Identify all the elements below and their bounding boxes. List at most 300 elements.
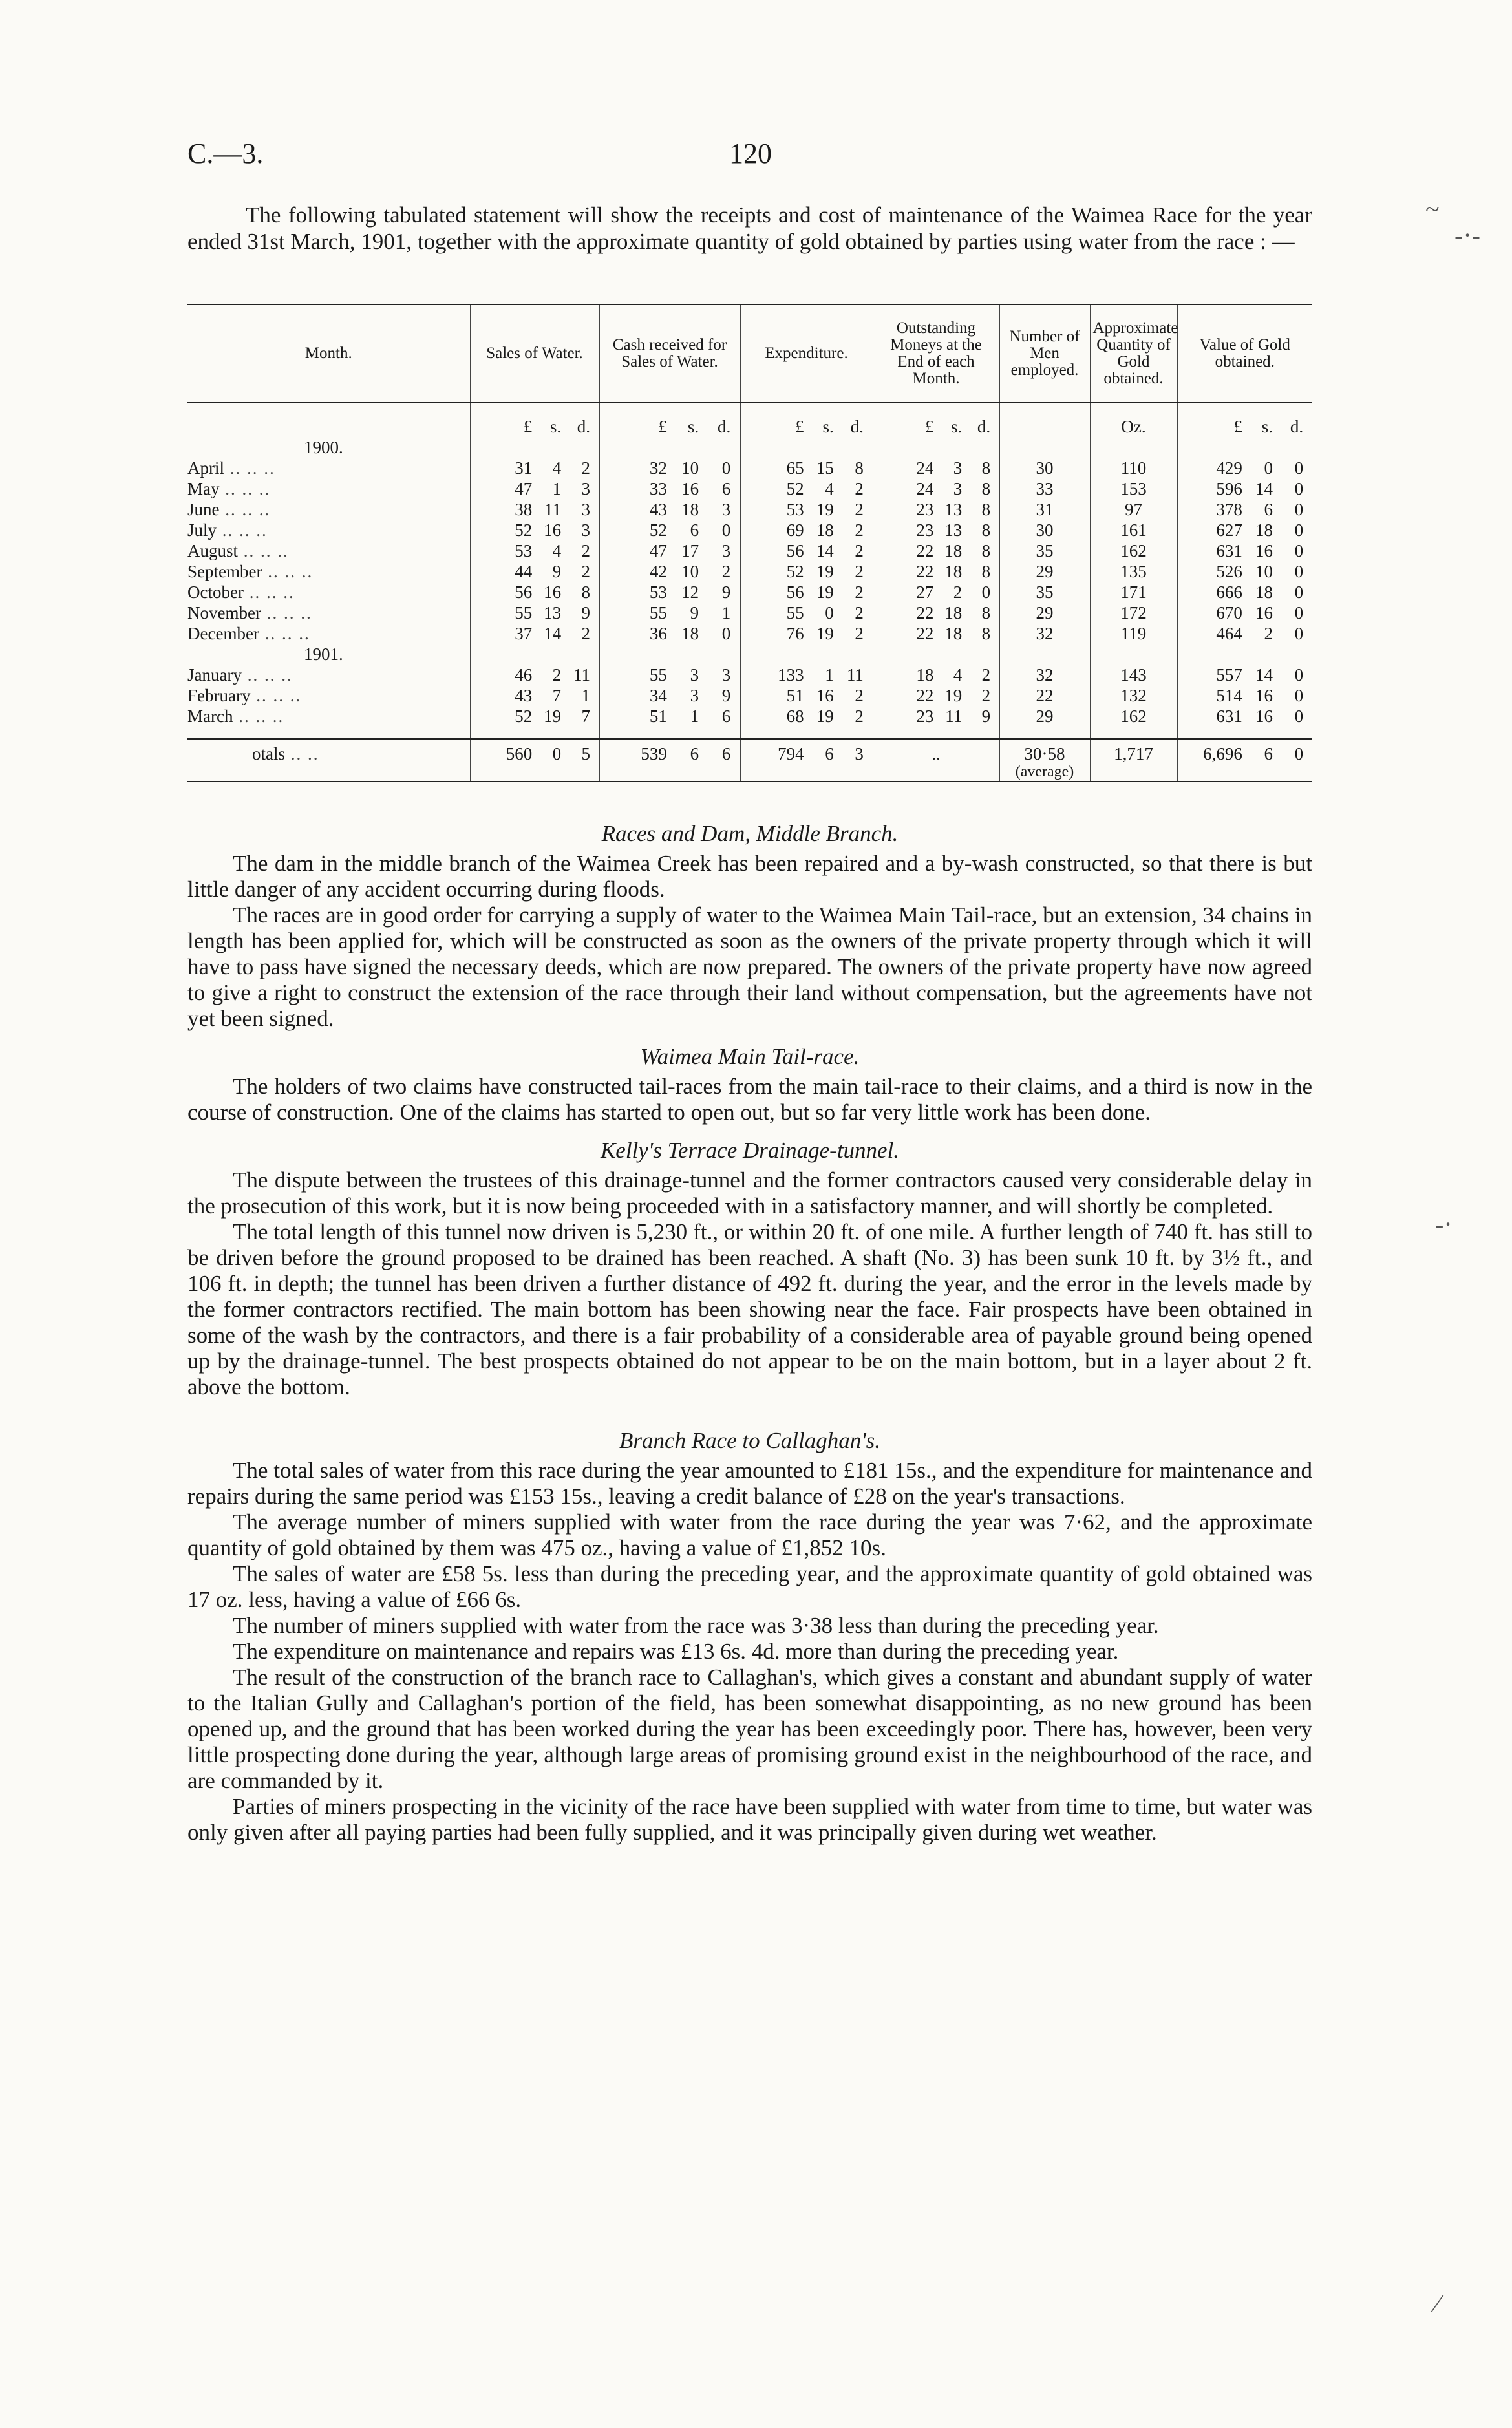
outstanding-cell-pounds: 22 [916, 624, 934, 643]
total-quantity: 1,717 [1090, 739, 1177, 782]
table-row [187, 706, 1312, 727]
sales-cell-amount [474, 685, 595, 706]
month-cell [187, 499, 470, 520]
outstanding-cell-shillings: 13 [944, 520, 963, 540]
sales-cell-pence: 3 [581, 520, 590, 540]
expenditure-cell [740, 685, 873, 706]
men-cell: 35 [999, 540, 1090, 561]
unit-label: s. [822, 417, 834, 436]
value-cell [1177, 458, 1312, 478]
outstanding-cell-pence: 8 [981, 541, 991, 560]
outstanding-cell-pence: 8 [981, 603, 991, 623]
outstanding-cell [873, 478, 999, 499]
quantity-cell: 143 [1090, 665, 1177, 685]
section-paragraph: The total sales of water from this race during the year amounted to £181 15s., and the expenditure for maintenance and repairs during the same period was £153 15s., leaving a credit balance of £28 on the year's transactions. [187, 1458, 1312, 1509]
outstanding-cell-pounds: 23 [916, 500, 934, 519]
value-cell-pence: 0 [1294, 562, 1304, 581]
outstanding-cell-pence: 8 [981, 500, 991, 519]
cash-cell-pence: 0 [721, 520, 731, 540]
sales-cell-pence: 2 [581, 458, 590, 478]
sales-cell-amount [474, 582, 595, 602]
cash-cell-pounds: 36 [649, 624, 667, 643]
unit-label: s. [950, 417, 963, 436]
outstanding-cell-amount [877, 499, 996, 520]
cash-cell-pence: 0 [721, 624, 731, 643]
value-cell-pounds: 557 [1216, 665, 1242, 685]
sales-cell [470, 520, 599, 540]
page-number: 120 [729, 138, 772, 169]
month-name: October [187, 582, 244, 602]
quantity-cell: 119 [1090, 623, 1177, 644]
expenditure-cell-shillings: 0 [825, 603, 834, 623]
sales-cell-shillings: 1 [552, 479, 562, 498]
section [187, 1137, 1312, 1400]
sales-cell-pounds: 47 [515, 479, 533, 498]
expenditure-cell [740, 665, 873, 685]
total-men-value: 30·58 [1024, 744, 1065, 763]
outstanding-cell-amount [877, 520, 996, 540]
leader-dots: .. .. .. [250, 686, 302, 705]
unit-label: d. [718, 417, 731, 436]
value-cell-amount [1182, 520, 1309, 540]
sales-cell-pounds: 56 [515, 582, 533, 602]
year-row [187, 644, 1312, 665]
year-blank [470, 437, 599, 458]
units-blank [999, 403, 1090, 437]
expenditure-cell-shillings: 19 [816, 624, 834, 643]
value-cell [1177, 540, 1312, 561]
section [187, 820, 1312, 1032]
sales-cell-amount [474, 458, 595, 478]
units-money [1177, 403, 1312, 437]
outstanding-cell-pounds: 22 [916, 541, 934, 560]
section [187, 1043, 1312, 1125]
value-cell-pence: 0 [1294, 686, 1304, 705]
expenditure-cell-pence: 8 [855, 458, 864, 478]
cash-cell-pence: 6 [721, 479, 731, 498]
sales-cell-pence: 7 [581, 707, 590, 726]
expenditure-cell-pence: 2 [855, 582, 864, 602]
units-money [740, 403, 873, 437]
men-cell: 32 [999, 665, 1090, 685]
outstanding-cell-shillings: 18 [944, 624, 963, 643]
col-header-expenditure: Expenditure. [740, 304, 873, 403]
outstanding-cell-pounds: 23 [916, 520, 934, 540]
col-header-quantity: Approximate Quantity of Gold obtained. [1090, 304, 1177, 403]
men-cell: 29 [999, 706, 1090, 727]
expenditure-cell [740, 458, 873, 478]
report-body [187, 818, 1312, 1857]
outstanding-cell-amount [877, 685, 996, 706]
men-cell: 31 [999, 499, 1090, 520]
expenditure-cell-amount [745, 540, 869, 561]
col-header-sales: Sales of Water. [470, 304, 599, 403]
section-paragraph: The number of miners supplied with water from the race was 3·38 less than during the preceding year. [233, 1613, 1159, 1638]
outstanding-cell [873, 582, 999, 602]
value-cell-shillings: 16 [1255, 686, 1273, 705]
expenditure-cell-pence: 2 [855, 500, 864, 519]
cash-cell-shillings: 3 [690, 665, 699, 685]
cash-cell-shillings: 17 [681, 541, 699, 560]
value-cell-pence: 0 [1294, 582, 1304, 602]
col-header-cash: Cash received for Sales of Water. [599, 304, 740, 403]
value-cell-amount [1182, 602, 1309, 623]
outstanding-cell [873, 520, 999, 540]
section-paragraph: The dispute between the trustees of this drainage-tunnel and the former contractors caused very considerable delay in the prosecution of this work, but it is now being proceeded with in a satisfactory manner, and will shortly be completed. [187, 1167, 1312, 1219]
total-sales-amount [474, 743, 595, 764]
men-cell: 35 [999, 582, 1090, 602]
cash-cell-shillings: 10 [681, 458, 699, 478]
month-cell [187, 458, 470, 478]
table-row [187, 685, 1312, 706]
units-money [873, 403, 999, 437]
spacer [1177, 727, 1312, 739]
sales-cell [470, 665, 599, 685]
month-cell [187, 582, 470, 602]
sales-cell-pence: 2 [581, 562, 590, 581]
outstanding-cell-pounds: 18 [916, 665, 934, 685]
sales-cell-shillings: 7 [552, 686, 562, 705]
total-expenditure [740, 739, 873, 782]
header-reference: C.—3. [187, 138, 264, 169]
leader-dots: .. .. .. [262, 562, 314, 581]
leader-dots: .. .. .. [219, 500, 271, 519]
cash-cell-pence: 9 [721, 582, 731, 602]
men-cell: 22 [999, 685, 1090, 706]
month-cell [187, 706, 470, 727]
unit-label: d. [1290, 417, 1304, 436]
outstanding-cell-amount [877, 602, 996, 623]
expenditure-cell-pounds: 52 [786, 562, 804, 581]
value-cell-pence: 0 [1294, 479, 1304, 498]
year-blank [599, 437, 740, 458]
cash-cell-amount [604, 520, 736, 540]
cash-cell [599, 499, 740, 520]
expenditure-cell [740, 623, 873, 644]
leader-dots: .. .. .. [217, 520, 268, 540]
expenditure-cell-pounds: 56 [786, 582, 804, 602]
units-blank [187, 403, 470, 437]
section [187, 1427, 1312, 1846]
expenditure-cell [740, 540, 873, 561]
units-lsd [877, 416, 996, 437]
value-cell-pence: 0 [1294, 458, 1304, 478]
outstanding-cell-pounds: 22 [916, 603, 934, 623]
value-cell-shillings: 10 [1255, 562, 1273, 581]
outstanding-cell-pence: 8 [981, 520, 991, 540]
sales-cell [470, 561, 599, 582]
cash-cell-amount [604, 478, 736, 499]
year-blank [873, 644, 999, 665]
outstanding-cell-amount [877, 561, 996, 582]
section-paragraph: The sales of water are £58 5s. less than during the preceding year, and the approximate quantity of gold obtained was 17 oz. less, having a value of £66 6s. [187, 1561, 1312, 1612]
outstanding-cell-pence: 8 [981, 562, 991, 581]
total-expenditure-pence: 3 [855, 744, 864, 763]
quantity-cell: 172 [1090, 602, 1177, 623]
section-title: Kelly's Terrace Drainage-tunnel. [600, 1138, 900, 1163]
cash-cell-pence: 3 [721, 500, 731, 519]
expenditure-cell-shillings: 14 [816, 541, 834, 560]
outstanding-cell-amount [877, 540, 996, 561]
value-cell [1177, 499, 1312, 520]
expenditure-cell-pounds: 55 [786, 603, 804, 623]
expenditure-cell-amount [745, 478, 869, 499]
sales-cell [470, 540, 599, 561]
waimea-race-table [187, 304, 1312, 782]
expenditure-cell-pounds: 53 [786, 500, 804, 519]
total-cash [599, 739, 740, 782]
units-row [187, 403, 1312, 437]
value-cell [1177, 602, 1312, 623]
cash-cell [599, 685, 740, 706]
expenditure-cell-pence: 2 [855, 686, 864, 705]
outstanding-cell-shillings: 18 [944, 603, 963, 623]
year-label: 1901. [304, 644, 343, 664]
value-cell-pence: 0 [1294, 500, 1304, 519]
value-cell-pence: 0 [1294, 624, 1304, 643]
cash-cell-pounds: 53 [649, 582, 667, 602]
outstanding-cell-pounds: 23 [916, 707, 934, 726]
cash-cell-amount [604, 540, 736, 561]
value-cell-shillings: 16 [1255, 603, 1273, 623]
unit-label: d. [850, 417, 864, 436]
men-cell: 29 [999, 561, 1090, 582]
year-blank [599, 644, 740, 665]
cash-cell-amount [604, 602, 736, 623]
month-cell [187, 665, 470, 685]
sales-cell-pounds: 44 [515, 562, 533, 581]
outstanding-cell [873, 540, 999, 561]
expenditure-cell-pounds: 76 [786, 624, 804, 643]
value-cell [1177, 582, 1312, 602]
sales-cell-pounds: 37 [515, 624, 533, 643]
leader-dots: .. .. .. [224, 458, 275, 478]
section-title: Waimea Main Tail-race. [640, 1044, 860, 1069]
sales-cell-pounds: 38 [515, 500, 533, 519]
total-men-note: (average) [1015, 763, 1074, 780]
totals-label: otals .. .. [187, 739, 470, 782]
men-cell: 32 [999, 623, 1090, 644]
section-paragraph: The result of the construction of the branch race to Callaghan's, which gives a constant and abundant supply of water to the Italian Gully and Callaghan's portion of the field, has been somewhat disappointing, as no new ground has been opened up, and the ground that has been worked during the year has been exceedingly poor. There has, however, been very little prospecting done during the year, although large areas of promising ground exist in the neighbourhood of the race, and are commanded by it. [187, 1665, 1312, 1793]
table-row [187, 458, 1312, 478]
cash-cell-shillings: 3 [690, 686, 699, 705]
sales-cell-pounds: 52 [515, 520, 533, 540]
outstanding-cell-amount [877, 478, 996, 499]
cash-cell-pounds: 43 [649, 500, 667, 519]
value-cell-shillings: 18 [1255, 582, 1273, 602]
month-cell [187, 540, 470, 561]
value-cell-amount [1182, 582, 1309, 602]
sales-cell [470, 623, 599, 644]
cash-cell-pounds: 34 [649, 686, 667, 705]
outstanding-cell-amount [877, 665, 996, 685]
value-cell [1177, 623, 1312, 644]
sales-cell-shillings: 13 [544, 603, 562, 623]
month-name: August [187, 541, 239, 560]
spacer [599, 727, 740, 739]
year-row [187, 437, 1312, 458]
cash-cell [599, 623, 740, 644]
cash-cell-pounds: 52 [649, 520, 667, 540]
outstanding-cell-pounds: 22 [916, 562, 934, 581]
outstanding-cell [873, 623, 999, 644]
sales-cell-shillings: 16 [544, 582, 562, 602]
sales-cell-amount [474, 540, 595, 561]
expenditure-cell-shillings: 4 [825, 479, 834, 498]
year-blank [873, 437, 999, 458]
value-cell-amount [1182, 499, 1309, 520]
sales-cell [470, 478, 599, 499]
value-cell [1177, 561, 1312, 582]
value-cell-shillings: 2 [1264, 624, 1273, 643]
totals-row [187, 739, 1312, 782]
unit-label: s. [549, 417, 562, 436]
outstanding-cell-shillings: 18 [944, 562, 963, 581]
month-cell [187, 561, 470, 582]
cash-cell [599, 665, 740, 685]
value-cell-pence: 0 [1294, 541, 1304, 560]
cash-cell [599, 520, 740, 540]
sales-cell-shillings: 9 [552, 562, 562, 581]
spacer [873, 727, 999, 739]
value-cell-pounds: 464 [1216, 624, 1242, 643]
total-sales-pounds: 560 [506, 744, 533, 763]
quantity-cell: 162 [1090, 706, 1177, 727]
total-sales-shillings: 0 [552, 744, 562, 763]
sales-cell-pounds: 55 [515, 603, 533, 623]
spacer-row [187, 727, 1312, 739]
table-row [187, 665, 1312, 685]
month-cell [187, 602, 470, 623]
expenditure-cell-pounds: 52 [786, 479, 804, 498]
month-name: November [187, 603, 261, 623]
year-label: 1900. [304, 438, 343, 457]
sales-cell-pence: 9 [581, 603, 590, 623]
outstanding-cell [873, 685, 999, 706]
cash-cell-pounds: 47 [649, 541, 667, 560]
unit-label: s. [687, 417, 699, 436]
total-expenditure-shillings: 6 [825, 744, 834, 763]
cash-cell-pence: 9 [721, 686, 731, 705]
expenditure-cell-shillings: 16 [816, 686, 834, 705]
cash-cell-pence: 3 [721, 665, 731, 685]
expenditure-cell-pounds: 56 [786, 541, 804, 560]
expenditure-cell-pounds: 69 [786, 520, 804, 540]
value-cell-shillings: 16 [1255, 541, 1273, 560]
expenditure-cell-pounds: 133 [778, 665, 804, 685]
quantity-cell: 132 [1090, 685, 1177, 706]
year-blank [740, 644, 873, 665]
quantity-cell: 161 [1090, 520, 1177, 540]
unit-label: £ [924, 417, 934, 436]
value-cell-amount [1182, 540, 1309, 561]
value-cell-pounds: 631 [1216, 541, 1242, 560]
month-cell [187, 520, 470, 540]
year-blank [1177, 644, 1312, 665]
value-cell-shillings: 18 [1255, 520, 1273, 540]
intro-paragraph: The following tabulated statement will show the receipts and cost of maintenance of the Waimea Race for the year ended 31st March, 1901, together with the approximate quantity of gold obtained by parties using water from the race : — [187, 202, 1312, 254]
total-cash-pounds: 539 [641, 744, 667, 763]
leader-dots: .. .. .. [243, 582, 295, 602]
expenditure-cell-pence: 2 [855, 624, 864, 643]
leader-dots: .. .. .. [259, 624, 310, 643]
expenditure-cell-pence: 2 [855, 520, 864, 540]
margin-mark: -· [1435, 1209, 1453, 1239]
value-cell-shillings: 6 [1264, 500, 1273, 519]
sales-cell [470, 685, 599, 706]
cash-cell-amount [604, 582, 736, 602]
outstanding-cell-shillings: 19 [944, 686, 963, 705]
outstanding-cell-pence: 8 [981, 458, 991, 478]
value-cell-pounds: 627 [1216, 520, 1242, 540]
units-money [470, 403, 599, 437]
value-cell-shillings: 0 [1264, 458, 1273, 478]
value-cell [1177, 478, 1312, 499]
sales-cell-pounds: 52 [515, 707, 533, 726]
units-lsd [474, 416, 595, 437]
outstanding-cell-pounds: 27 [916, 582, 934, 602]
table-row [187, 520, 1312, 540]
sales-cell-shillings: 2 [552, 665, 562, 685]
outstanding-cell-shillings: 11 [945, 707, 963, 726]
expenditure-cell-pounds: 68 [786, 707, 804, 726]
total-expenditure-pounds: 794 [778, 744, 804, 763]
cash-cell-amount [604, 623, 736, 644]
total-cash-amount [604, 743, 736, 764]
section-title: Races and Dam, Middle Branch. [601, 821, 899, 846]
section-paragraph: The average number of miners supplied with water from the race during the year was 7·62, and the approximate quantity of gold obtained by them was 475 oz., having a value of £1,852 10s. [187, 1509, 1312, 1560]
value-cell-amount [1182, 706, 1309, 727]
cash-cell-pence: 1 [721, 603, 731, 623]
sales-cell-pence: 2 [581, 541, 590, 560]
value-cell-amount [1182, 478, 1309, 499]
cash-cell-shillings: 9 [690, 603, 699, 623]
men-cell: 33 [999, 478, 1090, 499]
unit-label: d. [577, 417, 590, 436]
outstanding-cell-amount [877, 706, 996, 727]
value-cell-pence: 0 [1294, 603, 1304, 623]
col-header-men: Number of Men employed. [999, 304, 1090, 403]
value-cell-pence: 0 [1294, 665, 1304, 685]
cash-cell-amount [604, 458, 736, 478]
unit-label: £ [1233, 417, 1242, 436]
spacer [740, 727, 873, 739]
sales-cell-shillings: 4 [552, 458, 562, 478]
cash-cell-pence: 3 [721, 541, 731, 560]
sales-cell-shillings: 4 [552, 541, 562, 560]
expenditure-cell-shillings: 15 [816, 458, 834, 478]
expenditure-cell [740, 520, 873, 540]
outstanding-cell-pence: 2 [981, 665, 991, 685]
units-lsd [604, 416, 736, 437]
total-value [1177, 739, 1312, 782]
total-cash-pence: 6 [721, 744, 731, 763]
leader-dots: .. .. [285, 744, 319, 763]
expenditure-cell-amount [745, 499, 869, 520]
expenditure-cell-amount [745, 685, 869, 706]
quantity-cell: 97 [1090, 499, 1177, 520]
sales-cell-amount [474, 499, 595, 520]
spacer [187, 727, 470, 739]
total-expenditure-amount [745, 743, 869, 764]
sales-cell-pence: 3 [581, 479, 590, 498]
sales-cell-amount [474, 520, 595, 540]
table-row [187, 602, 1312, 623]
cash-cell-pounds: 55 [649, 665, 667, 685]
men-cell: 30 [999, 458, 1090, 478]
value-cell [1177, 520, 1312, 540]
expenditure-cell-amount [745, 665, 869, 685]
